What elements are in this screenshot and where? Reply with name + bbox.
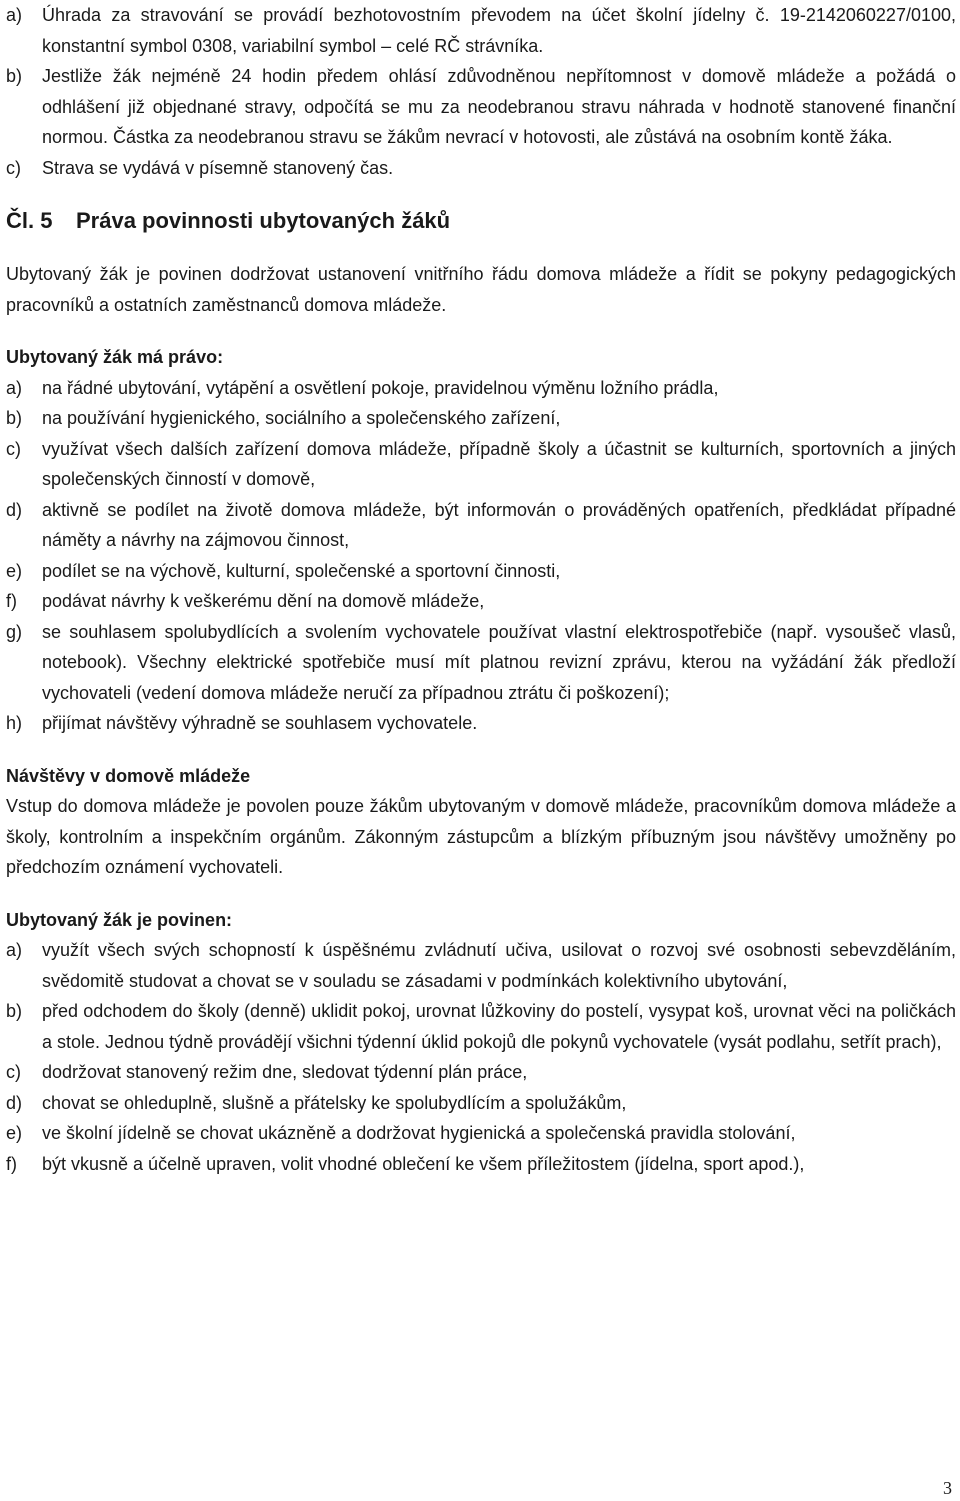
- list-marker: a): [6, 5, 23, 25]
- list-text: ve školní jídelně se chovat ukázněně a dodržovat hygienická a společenská pravidla stolování,: [42, 1123, 796, 1143]
- list-marker: f): [6, 1153, 17, 1174]
- list-item: [6, 935, 956, 996]
- list-marker: h): [6, 713, 23, 733]
- visits-heading: Návštěvy v domově mládeže: [6, 765, 251, 786]
- duties-list: [6, 935, 956, 1179]
- list-text: aktivně se podílet na životě domova mládeže, být informován o prováděných opatřeních, předkládat případné náměty a návrhy na zájmovou činnost,: [42, 499, 956, 550]
- list-item: [6, 1088, 956, 1119]
- list-marker: g): [6, 621, 23, 642]
- list-text: na používání hygienického, sociálního a společenského zařízení,: [42, 408, 561, 428]
- list-marker: b): [6, 1001, 23, 1021]
- list-text: využívat všech dalších zařízení domova mládeže, případně školy a účastnit se kulturních, sportovních a jiných společenských činností v domově,: [42, 438, 956, 489]
- list-text: Úhrada za stravování se provádí bezhotovostním převodem na účet školní jídelny č. 19-2142060227/0100, konstantní symbol 0308, variabilní symbol – celé RČ strávníka.: [42, 5, 956, 56]
- list-item: [6, 0, 956, 61]
- list-text: přijímat návštěvy výhradně se souhlasem vychovatele.: [42, 713, 478, 733]
- list-marker: e): [6, 560, 23, 581]
- list-text: Jestliže žák nejméně 24 hodin předem ohlásí zdůvodněnou nepřítomnost v domově mládeže a požádá o odhlášení již objednané stravy, odpočítá se mu za neodebranou stravu náhrada v hodnotě stanovené finanční normou. Částka za neodebranou stravu se žákům nevrací v hotovosti, ale zůstává na osobním kontě žáka.: [42, 66, 956, 147]
- chapter-number: Čl. 5: [6, 208, 53, 233]
- catering-list: [6, 0, 956, 183]
- page-number: 3: [943, 1478, 952, 1498]
- list-marker: d): [6, 1092, 23, 1113]
- list-item: [6, 586, 956, 617]
- list-item: [6, 708, 956, 739]
- list-text: využít všech svých schopností k úspěšnému zvládnutí učiva, usilovat o rozvoj své osobnosti sebevzděláním, svědomitě studovat a chovat se v souladu se zásadami v podmínkách kolektivního ubytování,: [42, 940, 956, 991]
- list-text: podílet se na výchově, kulturní, společenské a sportovní činnosti,: [42, 560, 561, 581]
- intro-paragraph: Ubytovaný žák je povinen dodržovat ustanovení vnitřního řádu domova mládeže a řídit se pokyny pedagogických pracovníků a ostatních zaměstnanců domova mládeže.: [6, 264, 956, 315]
- visits-paragraph: Vstup do domova mládeže je povolen pouze žákům ubytovaným v domově mládeže, pracovníkům domova mládeže a školy, kontrolním a inspekčním orgánům. Zákonným zástupcům a blízkým příbuzným jsou návštěvy umožněny po předchozím oznámení vychovateli.: [6, 796, 956, 877]
- list-marker: b): [6, 66, 23, 86]
- list-item: [6, 495, 956, 556]
- list-text: být vkusně a účelně upraven, volit vhodné oblečení ke všem příležitostem (jídelna, sport apod.),: [42, 1153, 805, 1174]
- list-marker: a): [6, 940, 23, 960]
- list-item: [6, 556, 956, 587]
- list-marker: c): [6, 438, 21, 459]
- document-page: [6, 0, 956, 1179]
- list-text: Strava se vydává v písemně stanovený čas.: [42, 157, 394, 178]
- list-item: [6, 996, 956, 1057]
- list-item: [6, 153, 956, 184]
- list-marker: c): [6, 1062, 21, 1082]
- list-marker: f): [6, 591, 17, 611]
- list-item: [6, 1057, 956, 1088]
- rights-heading: Ubytovaný žák má právo:: [6, 347, 224, 367]
- list-text: se souhlasem spolubydlících a svolením vychovatele používat vlastní elektrospotřebiče (např. vysoušeč vlasů, notebook). Všechny elektrické spotřebiče musí mít platnou revizní zprávu, kterou na vyžádání žák předloží vychovateli (vedení domova mládeže neručí za případnou ztrátu či poškození);: [42, 621, 956, 703]
- list-marker: e): [6, 1123, 23, 1143]
- list-item: [6, 61, 956, 153]
- list-item: [6, 617, 956, 709]
- list-marker: b): [6, 408, 23, 428]
- list-text: dodržovat stanovený režim dne, sledovat týdenní plán práce,: [42, 1062, 528, 1082]
- list-marker: c): [6, 157, 21, 178]
- list-item: [6, 1149, 956, 1180]
- list-text: před odchodem do školy (denně) uklidit pokoj, urovnat lůžkoviny do postelí, vysypat koš, urovnat věci na poličkách a stole. Jednou týdně provádějí všichni týdenní úklid pokojů dle pokynů vychovatele (vysát podlahu, setřít prach),: [42, 1001, 956, 1052]
- chapter-heading: [6, 205, 956, 237]
- rights-list: [6, 373, 956, 739]
- list-text: chovat se ohleduplně, slušně a přátelsky ke spolubydlícím a spolužákům,: [42, 1092, 627, 1113]
- list-item: [6, 1118, 956, 1149]
- list-item: [6, 434, 956, 495]
- list-marker: d): [6, 499, 23, 520]
- list-item: [6, 373, 956, 404]
- list-text: na řádné ubytování, vytápění a osvětlení pokoje, pravidelnou výměnu ložního prádla,: [42, 377, 719, 398]
- list-marker: a): [6, 377, 23, 398]
- chapter-title: Práva povinnosti ubytovaných žáků: [76, 208, 451, 233]
- list-text: podávat návrhy k veškerému dění na domově mládeže,: [42, 591, 485, 611]
- duties-heading: Ubytovaný žák je povinen:: [6, 909, 233, 930]
- list-item: [6, 403, 956, 434]
